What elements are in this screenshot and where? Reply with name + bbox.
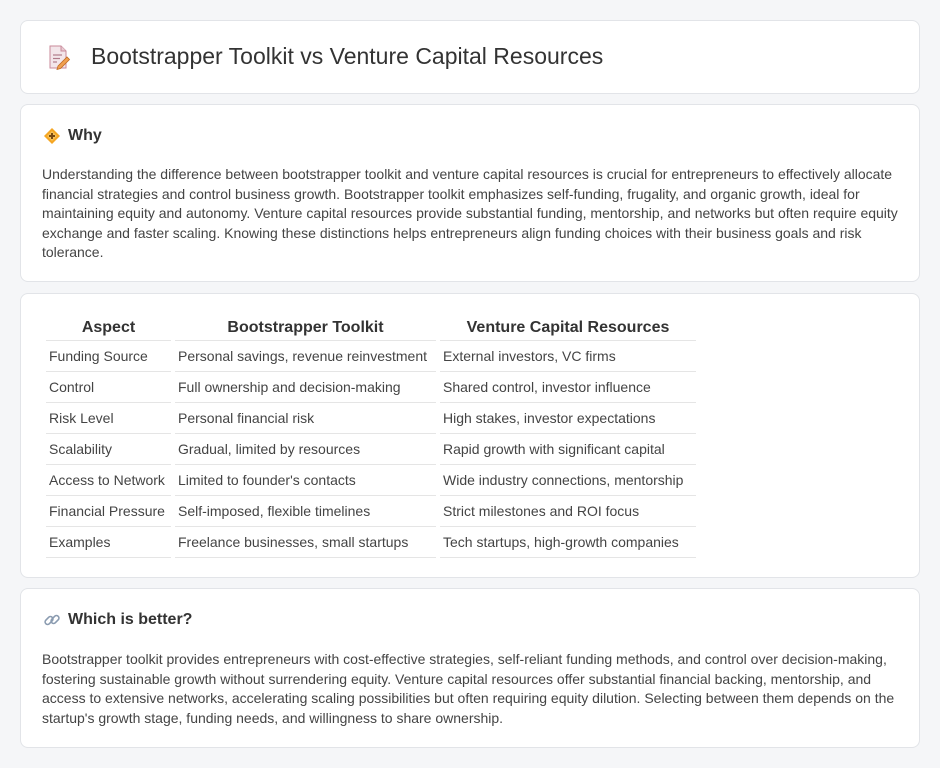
why-text: Understanding the difference between bootstrapper toolkit and venture capital resources is crucial for entrepreneurs to effectively allocate financial strategies and control business growth. Bootstrapper toolkit emphasizes self-funding, frugality, and organic growth, ideal for maintaining equity and autonomy. Venture capital resources provide substantial funding, mentorship, and networks but often require equity exchange and faster scaling. Knowing these distinctions helps entrepreneurs align funding choices with their business goals and risk tolerance. xyxy=(42,166,898,261)
link-icon xyxy=(43,611,61,629)
table-cell: Access to Network xyxy=(46,465,171,496)
table-row xyxy=(46,527,696,558)
table-cell: Funding Source xyxy=(46,341,171,372)
table-cell: Tech startups, high-growth companies xyxy=(440,527,696,558)
table-row xyxy=(46,341,696,372)
why-heading: Why xyxy=(68,127,102,144)
table-cell: Full ownership and decision-making xyxy=(175,372,436,403)
table-cell: Rapid growth with significant capital xyxy=(440,434,696,465)
which-is-better-text: Bootstrapper toolkit provides entrepreneurs with cost-effective strategies, self-reliant funding methods, and control over decision-making, fostering sustainable growth without surrendering equity. Venture capital resources offer substantial financial backing, mentorship, and access to extensive networks, accelerating scaling possibilities but often requiring equity dilution. Selecting between them depends on the startup's growth stage, funding needs, and willingness to share ownership. xyxy=(42,651,895,726)
table-cell: Strict milestones and ROI focus xyxy=(440,496,696,527)
table-cell: External investors, VC firms xyxy=(440,341,696,372)
comparison-table xyxy=(42,317,700,558)
table-header-row xyxy=(46,317,696,341)
table-cell: Personal savings, revenue reinvestment xyxy=(175,341,436,372)
diamond-icon xyxy=(43,127,61,145)
table-row xyxy=(46,434,696,465)
why-section xyxy=(20,104,920,282)
column-header: Bootstrapper Toolkit xyxy=(175,317,436,341)
table-cell: Freelance businesses, small startups xyxy=(175,527,436,558)
table-cell: Limited to founder's contacts xyxy=(175,465,436,496)
table-cell: Shared control, investor influence xyxy=(440,372,696,403)
column-header: Venture Capital Resources xyxy=(440,317,696,341)
table-cell: High stakes, investor expectations xyxy=(440,403,696,434)
which-is-better-heading: Which is better? xyxy=(68,611,193,628)
comparison-section xyxy=(20,293,920,578)
column-header: Aspect xyxy=(46,317,171,341)
table-cell: Financial Pressure xyxy=(46,496,171,527)
document-edit-icon xyxy=(45,44,71,70)
header-card xyxy=(20,20,920,94)
table-row xyxy=(46,372,696,403)
table-cell: Wide industry connections, mentorship xyxy=(440,465,696,496)
table-cell: Control xyxy=(46,372,171,403)
table-cell: Risk Level xyxy=(46,403,171,434)
which-is-better-section xyxy=(20,588,920,748)
table-row xyxy=(46,403,696,434)
table-row xyxy=(46,496,696,527)
table-row xyxy=(46,465,696,496)
table-cell: Personal financial risk xyxy=(175,403,436,434)
table-cell: Gradual, limited by resources xyxy=(175,434,436,465)
table-cell: Self-imposed, flexible timelines xyxy=(175,496,436,527)
table-cell: Scalability xyxy=(46,434,171,465)
table-cell: Examples xyxy=(46,527,171,558)
page-title: Bootstrapper Toolkit vs Venture Capital Resources xyxy=(91,43,604,69)
